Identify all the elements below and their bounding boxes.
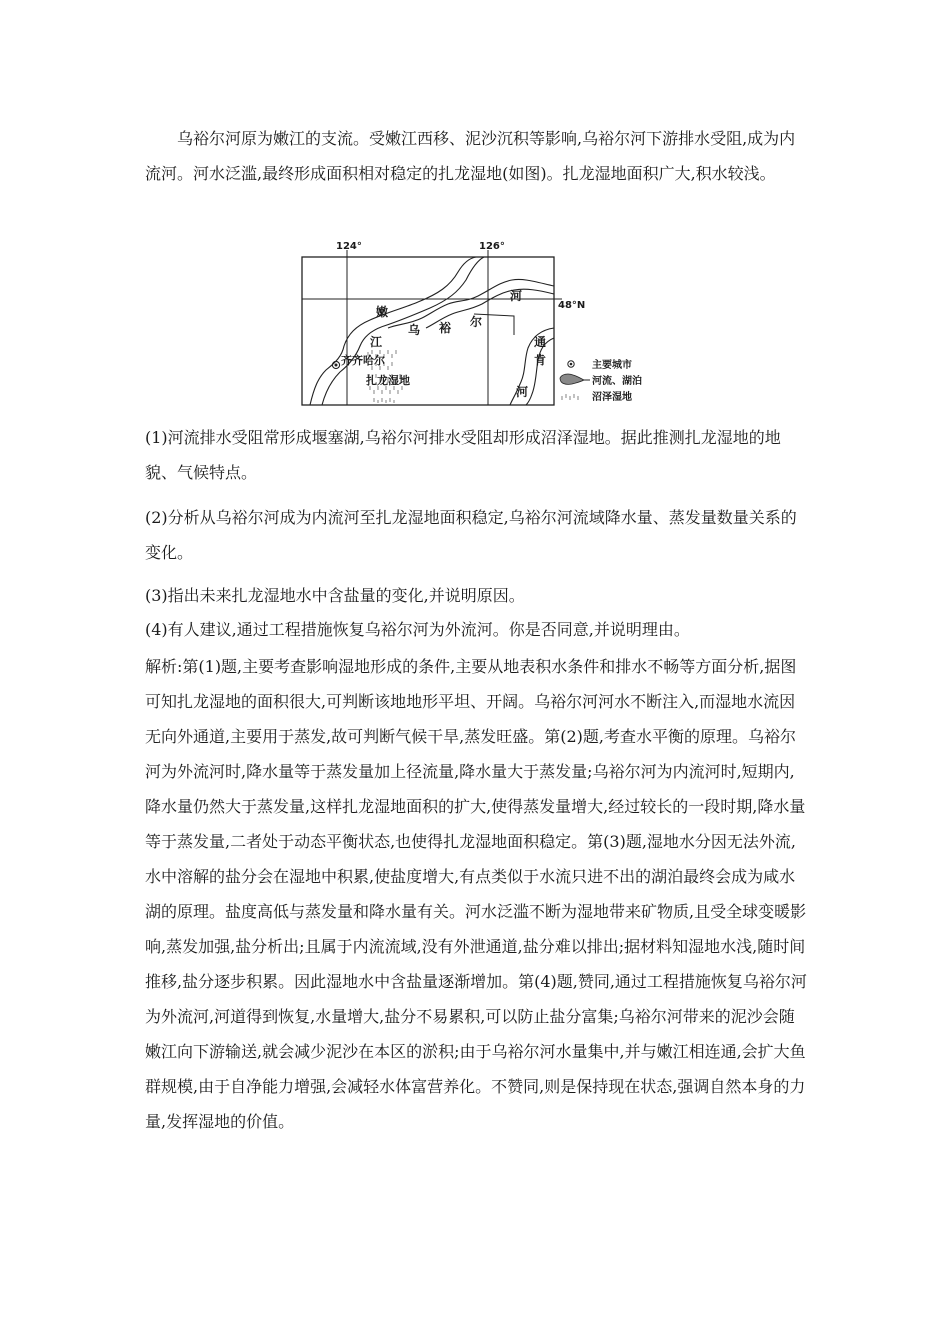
label-wu: 乌 xyxy=(408,323,421,337)
label-nen: 嫩 xyxy=(376,305,389,319)
question-1: (1)河流排水受阻常形成堰塞湖,乌裕尔河排水受阻却形成沼泽湿地。据此推测扎龙湿地的地貌、气候特点。 xyxy=(145,428,781,482)
label-ken: 肯 xyxy=(534,353,547,367)
intro-paragraph: 乌裕尔河原为嫩江的支流。受嫩江西移、泥沙沉积等影响,乌裕尔河下游排水受阻,成为内流河。河水泛滥,最终形成面积相对稳定的扎龙湿地(如图)。扎龙湿地面积广大,积水较浅。 xyxy=(145,129,796,183)
label-qiqihar: 齐齐哈尔 xyxy=(341,354,385,367)
lon-124-label: 124° xyxy=(336,241,362,252)
question-3: (3)指出未来扎龙湿地水中含盐量的变化,并说明原因。 xyxy=(145,586,525,605)
question-2: (2)分析从乌裕尔河成为内流河至扎龙湿地面积稳定,乌裕尔河流域降水量、蒸发量数量关系的变化。 xyxy=(145,508,797,562)
lat-48-label: 48°N xyxy=(558,300,586,311)
legend-water-icon xyxy=(560,374,584,384)
label-he-bottom: 河 xyxy=(516,385,529,399)
map-legend xyxy=(560,358,642,403)
legend-water-label: 河流、湖泊 xyxy=(592,376,642,387)
zhalong-wetland-map xyxy=(298,238,658,410)
analysis-paragraph: 解析:第(1)题,主要考查影响湿地形成的条件,主要从地表积水条件和排水不畅等方面分析,据图可知扎龙湿地的面积很大,可判断该地地形平坦、开阔。乌裕尔河河水不断注入,而湿地水流因无向外通道,主要用于蒸发,故可判断气候干旱,蒸发旺盛。第(2)题,考查水平衡的原理。乌裕尔河为外流河时,降水量等于蒸发量加上径流量,降水量大于蒸发量;乌裕尔河为内流河时,短期内,降水量仍然大于蒸发量,这样扎龙湿地面积的扩大,使得蒸发量增大,经过较长的一段时期,降水量等于蒸发量,二者处于动态平衡状态,也使得扎龙湿地面积稳定。第(3)题,湿地水分因无法外流,水中溶解的盐分会在湿地中积累,使盐度增大,有点类似于水流只进不出的湖泊最终会成为咸水湖的原理。盐度高低与蒸发量和降水量有关。河水泛滥不断为湿地带来矿物质,且受全球变暖影响,蒸发加强,盐分析出;且属于内流流域,没有外泄通道,盐分难以排出;据材料知湿地水浅,随时间推移,盐分逐步积累。因此湿地水中含盐量逐渐增加。第(4)题,赞同,通过工程措施恢复乌裕尔河为外流河,河道得到恢复,水量增大,盐分不易累积,可以防止盐分富集;乌裕尔河带来的泥沙会随嫩江向下游输送,就会减少泥沙在本区的淤积;由于乌裕尔河水量集中,并与嫩江相连通,会扩大鱼群规模,由于自净能力增强,会减轻水体富营养化。不赞同,则是保持现在状态,强调自然本身的力量,发挥湿地的价值。 xyxy=(145,657,807,1131)
label-he-top: 河 xyxy=(510,289,523,303)
question-4: (4)有人建议,通过工程措施恢复乌裕尔河为外流河。你是否同意,并说明理由。 xyxy=(145,620,690,639)
legend-city-label: 主要城市 xyxy=(592,360,632,371)
label-yu: 裕 xyxy=(439,321,452,335)
legend-swamp-icon xyxy=(562,394,578,400)
legend-swamp-label: 沼泽湿地 xyxy=(592,392,632,403)
label-jiang: 江 xyxy=(370,335,383,349)
label-er: 尔 xyxy=(470,315,483,329)
label-tong: 通 xyxy=(534,335,547,349)
label-zhalong: 扎龙湿地 xyxy=(366,374,410,387)
lon-126-label: 126° xyxy=(479,241,505,252)
